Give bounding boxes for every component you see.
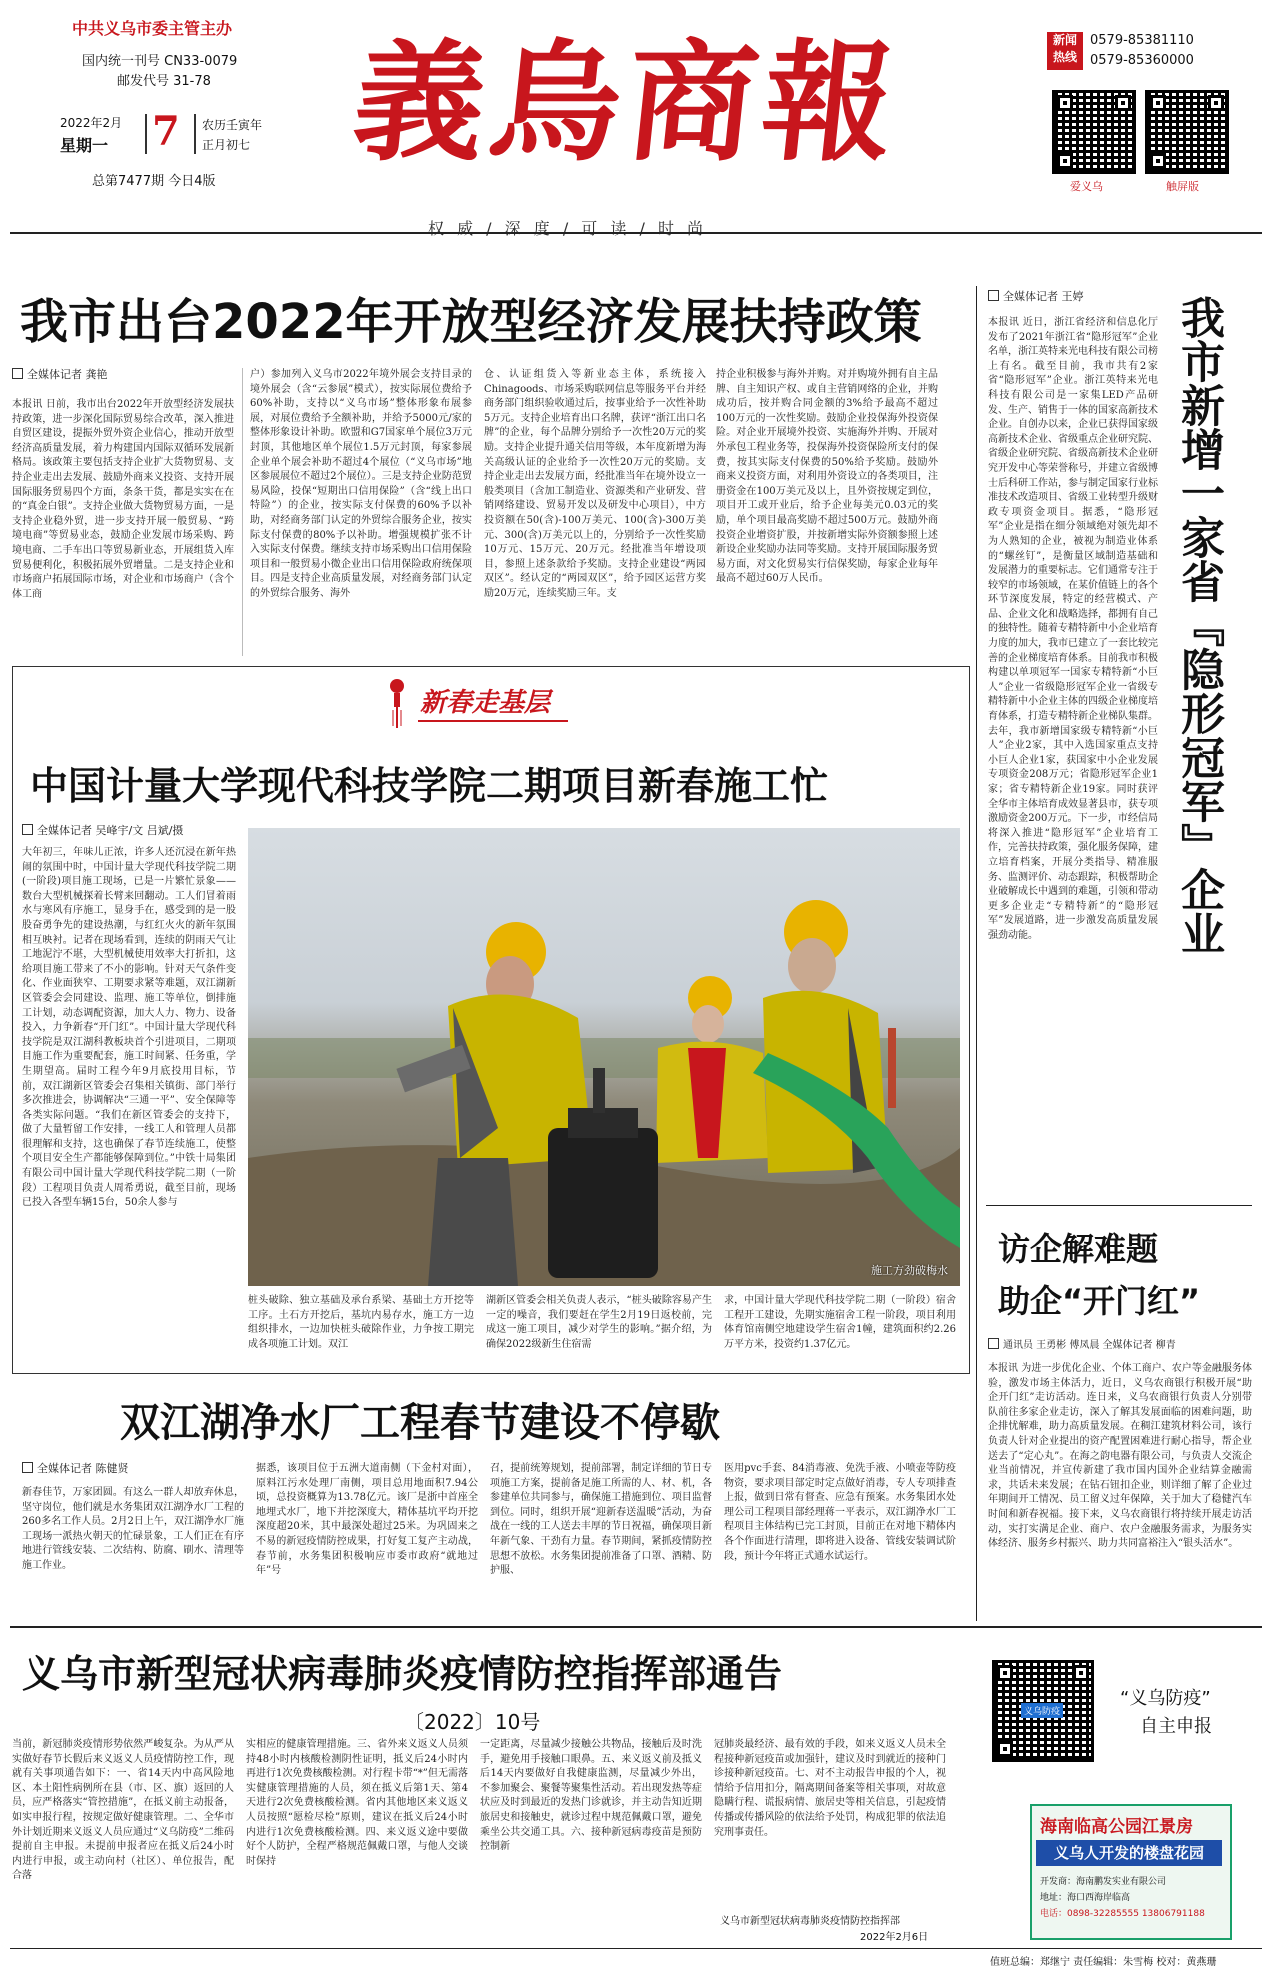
qr-code-epidemic[interactable]: [992, 1660, 1094, 1762]
water-column-4: 医用pvc手套、84消毒液、免洗手液、小喷壶等防疫物资，要求项目部定时定点做好消毒，专人专项排查上报，做到日常有督查、应急有预案。水务集团水处理公司工程项目部经理蒋一平表示，双江湖净水厂工程项目主体结构已完工封顶，目前正在对地下精体内各个作面进行清理，即将进入设备、管线安装调试阶段，预计今年将正式通水试运行。: [724, 1463, 956, 1562]
ad-phone: 电话：0898-32285555 13806791188: [1040, 1909, 1205, 1919]
notice-column-3: 一定距离，尽量减少接触公共物品，接触后及时洗手，避免用手接触口眼鼻。五、来义返义前及抵义后14天内要做好自我健康监测，尽量减少外出，不参加聚会、聚餐等聚集性活动。若出现发热等症状应及时到最近的发热门诊就诊，并主动告知近期旅居史和接触史，就诊过程中规范佩戴口罩，避免乘坐公共交通工具。六、接种新冠病毒疫苗是预防控制新: [480, 1739, 702, 1853]
slogan: 权 威 / 深 度 / 可 读 / 时 尚: [428, 219, 708, 238]
lead-column-2: 户）参加列入义乌市2022年境外展会支持目录的境外展会（含“云参展”模式），按实际展位费给予60%补助，支持以“义乌市场”整体形象布展参展，对展位费给予全额补助，并给予5000元/家的整体形象设计补助。欧盟和G7国家单个展位3万元封顶，其他地区单个展位1.5万元封顶，每家参展企业单个展会补助不超过4个展位（“义乌市场”地区参展展位不超过2个展位）。三是支持企业防范贸易风险，投保“短期出口信用保险”（含“线上出口特险”）的企业，按实际支付保费的60%予以补助，对经商务部门认定的外贸综合服务企业，按实际支付保费的80%予以补助。增强规模扩张不计入实际支付保费。继续支持市场采购出口信用保险项目和一般贸易小微企业出口信用保险政府统保项目。四是支持企业高质量发展，对经商务部门认定的外贸综合服务、海外: [250, 369, 472, 599]
visit-text: 本报讯 为进一步优化企业、个体工商户、农户等金融服务体验，激发市场主体活力，近日，义乌农商银行积极开展“助企开门红”走访活动。连日来，义乌农商银行负责人分别带队前往多家企业走访，深入了解其发展面临的困难问题，助企排忧解难，助力高质量发展。在稠江建筑材料公司，该行负责人针对企业提出的资产配置困难进行耐心指导，帮企业送去了“定心丸”。在海之韵电器有限公司，与负责人交流企业当前情况，并宣传新建了我市国内国外企业结算金融需求，共话未来发展；在钻石钮扣企业，则详细了解了企业过年期间开工情况、员工留义过年保障，关于加大了稳健汽车时间和新春祝福。接下来，义乌农商银行将持续开展走访活动，实打实满足企业、商户、农户金融服务需求，为服务实体经济、服务乡村振兴、助力共同富裕注入“银头活水”。: [988, 1363, 1252, 1550]
notice-headline: 义乌市新型冠状病毒肺炎疫情防控指挥部通告: [22, 1652, 783, 1696]
water-byline: 全媒体记者 陈健贤: [22, 1462, 129, 1476]
water-column-1: 新春佳节，万家团圆。有这么一群人却放弃休息，坚守岗位，他们就是水务集团双江湖净水厂工程的260多名工作人员。2月2日上午，双江湖净水厂施工现场一派热火朝天的忙碌景象，工人们正在有序地进行管线安装、二次结构、防腐、刷水、清理等施工作业。: [22, 1487, 244, 1571]
visit-headline-2: 助企“开门红”: [998, 1282, 1201, 1320]
qr-center-label: 义乌防疫: [1021, 1703, 1063, 1718]
lead-column-1: 本报讯 日前，我市出台2022年开放型经济发展扶持政策，进一步深化国际贸易综合改革，深入推进自贸区建设，提振外贸外资企业信心，推动开放型经济高质量发展，着力构建国内国际双循环发展新格局。该政策主要包括支持企业扩大货物贸易、支持企业走出去发展、鼓励外商来义投资、支持开展国际服务贸易四个方面，条条干货，都是实实在在的“真金白银”。支持企业做大货物贸易方面，一是支持企业稳外贸，进一步支持开展一般贸易、“跨境电商”等贸易业态，鼓励企业发展市场采购、跨境电商、二手车出口等贸易新业态，开展组货入库贸易便利化，积极拓展外贸增量。二是支持企业和市场商户拓展国际市场，对企业和市场商户（含个体工商: [12, 399, 234, 600]
sidebar-rule: [986, 1205, 1252, 1206]
lunar-day: 正月初七: [202, 138, 251, 152]
right-column-divider: [976, 286, 977, 1621]
water-headline: 双江湖净水厂工程春节建设不停歇: [120, 1400, 720, 1446]
lunar-year: 农历壬寅年: [202, 118, 263, 132]
promo-line-2: 自主申报: [1140, 1716, 1212, 1737]
qr-label-aiyiwu: 爱义乌: [1070, 180, 1103, 193]
feature-badge-underline: [418, 720, 568, 722]
lantern-knot-icon: [382, 676, 412, 730]
lead-byline: 全媒体记者 龚艳: [12, 368, 108, 382]
newspaper-title: 義烏商報: [347, 26, 908, 179]
real-estate-ad[interactable]: [1030, 1804, 1232, 1940]
masthead-rule: [10, 232, 1262, 234]
masthead: [0, 0, 1272, 238]
hotline-label-1: 新闻: [1052, 33, 1077, 47]
sidebar-text: 本报讯 近日，浙江省经济和信息化厅发布了2021年浙江省“隐形冠军”企业名单，浙江英特来光电科技有限公司榜上有名。截至目前，我市共有2家省“隐形冠军”企业。浙江英特来光电科技有限公司是一家集LED产品研发、生产、销售于一体的国家高新技术企业。自创办以来，企业已获得国家级高新技术企业、省级重点企业研究院、省级企业研究院、省级高新技术企业研究开发中心等荣誉称号，并建立省级博士后科研工作站，参与制定国家行业标准技术改造项目、省级工业转型升级财政专项资金项目。据悉，“隐形冠军”企业是指在细分领域绝对领先却不为人熟知的企业，被视为制造业体系的“螺丝钉”，是衡量区域制造基础和发展潜力的重要标志。它们通常专注于较窄的市场领域，在某价值链上的各个环节深度发展，特定的经营模式、产品、企业文化和战略选择，都拥有自己的独特性。随着专精特新中小企业培育力度的加大，我市已建立了一套比较完善的企业梯度培育体系。目前我市积极构建以单项冠军一国家专精特新“小巨人”企业一省级隐形冠军企业一省级专精特新中小企业主体的四级企业梯度培育体系，打造专精特新企业梯队集群。去年，我市新增国家级专精特新“小巨人”企业2家，其中入选国家重点支持小巨人企业1家，获国家中小企业发展专项资金208万元；省隐形冠军企业1家；省专精特新企业19家。同时获评全华市主体培育成效显著县市，获专项激励资金200万元。下一步，市经信局将深入推进“隐形冠军”企业培育工作，完善扶持政策，强化服务保障，建立培育档案，开展分类指导、精准服务、监测评价、动态跟踪，积极帮助企业破解成长中遇到的难题，引领和带动更多企业走“专精特新”的“隐形冠军”发展道路，进一步激发高质量发展强劲动能。: [988, 317, 1158, 941]
footer-rule: [10, 1948, 1262, 1949]
photo-caption: 施工方劲破梅水: [871, 1264, 948, 1277]
construction-workers-illustration: [248, 828, 960, 1286]
ad-address: 地址：海口西海岸临高: [1040, 1893, 1131, 1903]
date-divider-left: [145, 114, 147, 154]
promo-line-1: “义乌防疫”: [1120, 1688, 1211, 1709]
feature-byline: 全媒体记者 吴峰宇/文 吕斌/摄: [22, 824, 183, 838]
water-column-3: 召，提前统筹规划，提前部署，制定详细的节日专项施工方案，提前备足施工所需的人、材、机，各参建单位共同参与，确保施工措施到位、项目监督到位。同时，组织开展“迎新春送温暖”活动，为奋战在一线的工人送去丰厚的节日祝福，确保项目新年新气象、干劲有力量。春节期间，紧抓疫情防控思想不放松。水务集团提前准备了口罩、酒精、防护服、: [490, 1463, 712, 1577]
lead-column-4: 持企业积极参与海外并购。对并购境外拥有自主品牌、自主知识产权、或自主营销网络的企业，并购成功后，按并购合同金额的3%给予最高不超过100万元的一次性奖励。鼓励企业投保海外投资保险。对企业开展境外投资、实施海外并购、开展对外承包工程业务等，投保海外投资保险所支付的保费，按其实际支付保费的50%给予奖励。鼓励外商来义投资方面，对利用外资设立的各类项目，注册资金在100万美元及以上，且外资按规定到位，项目开工或开业后，给予企业每美元0.03元的奖励，单个项目最高奖励不超过500万元。鼓励外商投资企业增资扩股，并按新增实际外资额参照上述新设企业奖励办法同等奖励。支持开展国际服务贸易方面，对文化贸易实行信保奖励，每家企业每年最高不超过60万人民币。: [716, 369, 938, 585]
weekday: 星期一: [60, 136, 109, 155]
ad-subtitle: 义乌人开发的楼盘花园: [1036, 1840, 1222, 1866]
date-divider-right: [194, 114, 196, 154]
ad-title: 海南临高公园江景房: [1040, 1817, 1193, 1837]
notice-number: 〔2022〕10号: [404, 1710, 541, 1734]
notice-top-rule: [10, 1626, 1262, 1628]
feature-column-b3: 求，中国计量大学现代科技学院二期（一阶段）宿舍工程开工建设，先期实施宿舍工程一阶段，项目利用体育馆南侧空地建设学生宿舍1幢，建筑面积约2.26万平方米，投资约1.37亿元。: [724, 1295, 956, 1350]
notice-column-4: 冠肺炎最经济、最有效的手段，如来义返义人员未全程接种新冠疫苗或加强针，建议及时到就近的接种门诊接种新冠疫苗。七、对不主动报告申报的个人，视情给予信用扣分，隔离期间备案等相关事项，对故意隐瞒行程、谎报病情、旅居史等相关信息，引起疫情传播或传播风险的依法给予处罚，构成犯罪的依法追究刑事责任。: [714, 1739, 946, 1838]
water-column-2: 据悉，该项目位于五洲大道南侧（下金村对面），原料江污水处理厂南侧，项目总用地面积7.94公顷，总投资概算为13.78亿元。该厂是浙中首座全地埋式水厂，地下并挖深度大，精体基坑平均开挖深度超20米，其中最深处超过25米。为巩固来之不易的新冠疫情防控成果，打好复工复产主动战，春节前，水务集团积极响应市委市政府“就地过年”号: [256, 1463, 478, 1577]
feature-headline: 中国计量大学现代科技学院二期项目新春施工忙: [30, 764, 829, 808]
issn: 国内统一刊号 CN33-0079: [82, 54, 238, 69]
lead-headline: 我市出台2022年开放型经济发展扶持政策: [20, 294, 922, 350]
postal-code: 邮发代号 31-78: [117, 74, 211, 89]
qr-code-mobile[interactable]: [1145, 90, 1229, 174]
notice-column-2: 实相应的健康管理措施。三、省外来义返义人员须持48小时内核酸检测阴性证明，抵义后24小时内再进行1次免费核酸检测。对行程卡带“*”但无需落实健康管理措施的人员，须在抵义后第1天、第4天进行2次免费核酸检测。省内其他地区来义返义人员按照“愿检尽检”原则，建议在抵义后24小时内进行1次免费核酸检测。四、来义返义途中要做好个人防护，全程严格规范佩戴口罩，与他人交谈时保持: [246, 1739, 468, 1867]
feature-badge: [382, 676, 582, 732]
sponsor: 中共义乌市委主管主办: [72, 19, 233, 38]
lead-column-divider-1: [242, 368, 243, 656]
ad-developer: 开发商：海南鹏发实业有限公司: [1040, 1877, 1167, 1887]
feature-column-b1: 桩头破除、独立基础及承台系梁、基础土方开挖等工序。土石方开挖后，基坑内易存水，施工方一边组织排水，一边加快桩头破除作业，力争按工期完成各项施工计划。双江: [248, 1295, 474, 1350]
visit-headline-1: 访企解难题: [998, 1230, 1159, 1268]
visit-byline: 通讯员 王勇彬 傅凤晨 全媒体记者 柳青: [988, 1338, 1176, 1353]
feature-photo: [248, 828, 960, 1286]
notice-column-1: 当前，新冠肺炎疫情形势依然严峻复杂。为从严从实做好春节长假后来义返义人员疫情防控工作，现就有关事项通告如下：一、省14天内中高风险地区、本土阳性病例所在县（市、区、旗）返回的人员，应严格落实“管控措施”，在抵义前主动报备，如实申报行程，按规定做好健康管理。二、全华市外计划近期来义返义人员应通过“义乌防疫”二维码提前自主申报。未提前申报者应在抵义后24小时内进行申报，或主动向村（社区）、单位报告，配合落: [12, 1739, 234, 1882]
feature-column-b2: 湖新区管委会相关负责人表示，“桩头破除容易产生一定的噪音，我们要赶在学生2月19日返校前，完成这一施工项目，减少对学生的影响。”据介绍，为确保2022级新生住宿需: [486, 1295, 712, 1350]
feature-badge-label: 新春走基层: [420, 688, 551, 718]
qr-code-aiyiwu[interactable]: [1052, 90, 1136, 174]
qr-label-mobile: 触屏版: [1166, 180, 1199, 193]
feature-column-left: 大年初三，年味儿正浓，许多人还沉浸在新年热闹的氛围中时，中国计量大学现代科技学院二期(一阶段)项目施工现场，已是一片繁忙景象——数台大型机械探着长臂来回翻动。工人们冒着雨水与寒风有序施工，显身手在，感受到的是一股股奋勇争先的建设热潮，与红红火火的新年氛围相互映衬。记者在现场看到，连续的阴雨天气让工地泥泞不堪，大型机械使用效率大打折扣，这给项目施工带来了不小的影响。针对天气条件变化、作业面狭窄、工期要求紧等难题，双江湖新区管委会会同建设、监理、施工等单位，倒排施工计划，动态调配资源，加大人力、物力、设备投入，力争新春“开门红”。中国计量大学现代科技学院是双江湖科教板块首个引进项目，二期项目施工作为重要配套，施工时间紧、任务重，学生期望高。届时工程今年9月底投用目标，节前，双江湖新区管委会召集相关镇街、部门举行多次推进会，协调解决“三通一平”、安全保障等各类实际问题。“我们在新区管委会的支持下，做了大量暂留工作安排，一线工人和管理人员都很理解和支持，这也确保了春节连续施工，使整个项目安全生产都能够保障到位。”中铁十局集团有限公司中国计量大学现代科技学院二期（一阶段）工程项目负责人周希勇说，截至目前，现场已投入各型车辆15台，50余人参与: [22, 847, 236, 1209]
hotline-phone-1: 0579-85381110: [1090, 33, 1194, 48]
day-number: 7: [152, 108, 180, 155]
date-year-month: 2022年2月: [60, 116, 123, 130]
hotline-badge: [1047, 32, 1083, 70]
notice-signature: 义乌市新型冠状病毒肺炎疫情防控指挥部: [720, 1916, 900, 1927]
hotline-phone-2: 0579-85360000: [1090, 53, 1194, 68]
notice-date: 2022年2月6日: [860, 1932, 929, 1943]
sidebar-headline: 我市新增一家省『隐形冠军』企业: [1173, 295, 1224, 955]
issue-number: 总第7477期 今日4版: [92, 174, 216, 189]
footer-credits: 值班总编：郑继宁 责任编辑：朱雪梅 校对：黄燕珊: [990, 1957, 1217, 1968]
hotline-label-2: 热线: [1052, 50, 1077, 64]
sidebar-byline: 全媒体记者 王婷: [988, 290, 1084, 304]
lead-column-3: 仓、认证组货入等新业态主体，系统接入Chinagoods、市场采购联网信息等服务平台并经商务部门组织验收通过后，按事业给予一次性补助5万元。支持企业培育出口名牌，获评“浙江出口名牌”的企业，每个品牌分别给予一次性20万元的奖励。支持企业提升通关信用等级，本年度新增为海关高级认证的企业给予一次性20万元的奖励。支持企业走出去发展方面，经批准当年在境外设立一般类项目（含加工制造业、资源类和产业研发、营销网络建设、贸易开发以及研发中心项目），中方投资额在50(含)-100万美元、100(含)-300万美元、300(含)万美元以上的，分别给予一次性奖励10万元、15万元、20万元。经批准当年增设项目，参照上述条款给予奖励。支持企业建设“两园双区”。经认定的“两园双区”，给予园区运营方奖励20万元，连续奖励三年。支: [484, 369, 706, 599]
